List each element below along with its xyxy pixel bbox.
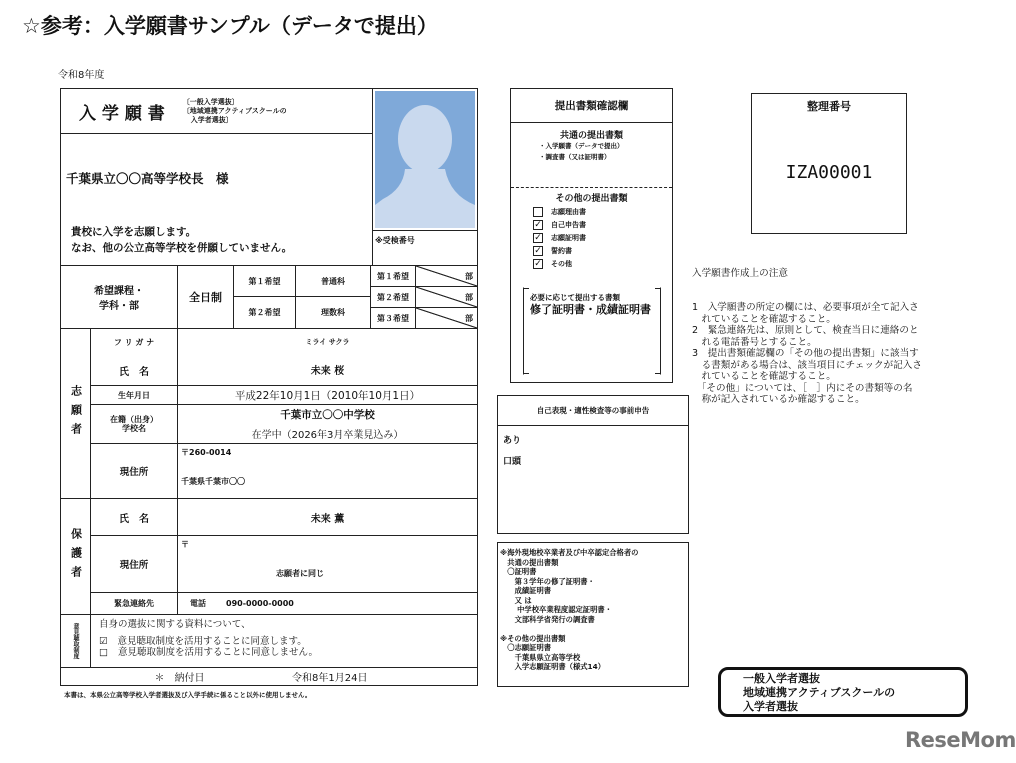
overseas-line: 文部科学省発行の調査書: [500, 614, 595, 624]
furigana-label: フ リ ガ ナ: [113, 337, 155, 347]
hearing-option-disagree[interactable]: [99, 647, 469, 658]
sub-hope-2-label: 第２希望: [370, 286, 416, 308]
reference-number-label: 整理番号: [807, 100, 851, 113]
guardian-section-label: 保護者: [60, 498, 91, 615]
overseas-line: 〇志願証明書: [500, 643, 552, 652]
item-label: 志願証明書: [551, 234, 586, 242]
exam-number-field[interactable]: [372, 230, 478, 266]
guardian-name-value: 未来 薫: [177, 498, 478, 536]
page-title: ☆参考：入学願書サンプル（データで提出）: [22, 14, 438, 38]
overseas-line: 第３学年の修了証明書・: [500, 576, 595, 586]
overseas-line: ※その他の提出書類: [500, 633, 566, 643]
bracket-box: [523, 287, 661, 375]
payment-label: ＊ 納付日: [154, 673, 205, 684]
subtitle-line: 入学者選抜〕: [190, 115, 233, 124]
birth-value: 平成22年10月1日（2010年10月1日）: [177, 385, 478, 405]
selection-line: 地域連携アクティブスクールの: [743, 686, 896, 699]
notes-line: れていることを確認すること。: [692, 313, 836, 325]
common-list: [539, 141, 672, 187]
subtitle-line: 〔地域連携アクティブスクールの: [182, 106, 287, 115]
address: 千葉県千葉市〇〇: [181, 477, 245, 486]
self-expression-box: [497, 395, 689, 534]
addressee-cell: [60, 133, 373, 266]
address-value: [177, 443, 478, 499]
hearing-intro: 自身の選抜に関する資料について、: [99, 619, 251, 630]
notes-line: 1 入学願書の所定の欄には、必要事項が全て記入さ: [692, 302, 919, 313]
notes-line: る書類がある場合は、該当項目にチェックが記入さ: [692, 359, 922, 371]
common-item: ・入学願書（データで提出）: [539, 142, 624, 150]
common-title: 共通の提出書類: [559, 131, 623, 141]
overseas-line: 入学志願証明書（様式14）: [500, 662, 606, 671]
checkbox-checked-icon[interactable]: ✓: [534, 233, 542, 243]
sub-hope-3-label: 第３希望: [370, 307, 416, 329]
hope-label-line: 希望課程・: [94, 286, 144, 297]
selection-line: 入学者選抜: [743, 700, 798, 713]
footnote: 本書は、本県公立高等学校入学者選抜及び入学手続に係ること以外に使用しません。: [64, 691, 312, 699]
hope-1-dept: 普通科: [295, 265, 371, 297]
sub-hope-1-field[interactable]: [415, 265, 478, 287]
overseas-line: 〇証明書: [500, 567, 537, 576]
addressee: 千葉県立〇〇高等学校長 様: [66, 171, 229, 186]
guardian-postal: 〒: [181, 540, 189, 549]
document-check-box: [510, 88, 673, 383]
hearing-cell: [90, 614, 478, 668]
common-item: ・調査書（又は証明書）: [539, 153, 611, 161]
checkbox-checked-icon[interactable]: ☑: [99, 636, 108, 647]
reference-number-box: [751, 93, 907, 234]
school-status: 在学中（2026年3月卒業見込み）: [251, 430, 404, 441]
sub-hope-1-label: 第１希望: [370, 265, 416, 287]
self-expression-line: 口頭: [503, 457, 522, 467]
address-label: 現住所: [90, 443, 178, 499]
item-label: その他: [551, 260, 572, 268]
overseas-line: 成績証明書: [500, 586, 552, 595]
item-label: 志願理由書: [551, 208, 586, 216]
resemom-logo: ReseMom: [905, 728, 1016, 752]
form-title-cell: [60, 88, 373, 134]
form-title: 入 学 願 書: [79, 103, 165, 124]
fiscal-year: 令和8年度: [58, 70, 105, 81]
overseas-line: 又 は: [500, 595, 532, 605]
option-text: 意見聴取制度を活用することに同意しません。: [117, 647, 319, 658]
bracket-label: 必要に応じて提出する書類: [530, 293, 620, 302]
school-value: [177, 404, 478, 444]
checkbox-icon[interactable]: [533, 207, 543, 217]
item-label: 誓約書: [551, 247, 572, 255]
check-title: 提出書類確認欄: [511, 89, 672, 123]
overseas-line: [500, 624, 686, 634]
self-expression-line: あり: [503, 436, 522, 446]
birth-label: 生年月日: [90, 385, 178, 405]
phone-label: 電話: [190, 599, 206, 608]
other-title: その他の提出書類: [555, 194, 628, 204]
overseas-box: [497, 542, 689, 687]
bracket-value: 修了証明書・成績証明書: [530, 303, 651, 316]
other-item[interactable]: [533, 207, 672, 217]
selection-line: 一般入学者選抜: [743, 672, 820, 685]
selection-type-box: [718, 667, 968, 717]
school-label: [90, 404, 178, 444]
dashed-divider: [511, 187, 672, 188]
notes-title: 入学願書作成上の注意: [692, 268, 788, 279]
postal-code: 〒260-0014: [181, 448, 232, 457]
statement-line: なお、他の公立高等学校を併願していません。: [71, 242, 293, 254]
hope-label-line: 学科・部: [99, 301, 139, 312]
sub-hope-2-field[interactable]: [415, 286, 478, 308]
notes-line: れていることを確認すること。: [692, 371, 836, 382]
name-value: 未来 桜: [310, 366, 345, 378]
other-item[interactable]: [533, 220, 672, 230]
self-expression-title: 自己表現・適性検査等の事前申告: [498, 396, 688, 426]
overseas-line: 中学校卒業程度認定証明書・: [500, 605, 612, 614]
notes-line: れる電話番号とすること。: [692, 336, 817, 348]
school-label-line: 学校名: [122, 424, 146, 433]
notes-line: 2 緊急連絡先は、原則として、検査当日に連絡のと: [692, 325, 919, 336]
hope-label: [60, 265, 178, 329]
other-item[interactable]: [533, 259, 672, 269]
bu-label: 部: [465, 271, 473, 281]
other-item[interactable]: [533, 233, 672, 243]
emergency-value: [177, 592, 478, 615]
notes-line: 3 提出書類確認欄の「その他の提出書類」に該当す: [692, 348, 919, 359]
overseas-line: 共通の提出書類: [500, 557, 559, 567]
hearing-option-agree[interactable]: [99, 636, 469, 647]
guardian-address-label: 現住所: [90, 535, 178, 593]
course: 全日制: [177, 265, 234, 329]
furigana-value: ミライ サクラ: [305, 337, 350, 346]
overseas-line: 千葉県県立高等学校: [500, 652, 581, 662]
hope-2-label: 第２希望: [233, 296, 296, 329]
bu-label: 部: [465, 313, 473, 323]
option-text: 意見聴取制度を活用することに同意します。: [117, 636, 307, 647]
name-value-cell: [177, 328, 478, 386]
school-name: 千葉市立〇〇中学校: [280, 409, 375, 421]
bu-label: 部: [465, 292, 473, 302]
payment-date: 令和8年1月24日: [292, 673, 368, 684]
notes-line: 「その他」については、［ ］内にその書類等の名: [692, 382, 913, 394]
sub-hope-3-field[interactable]: [415, 307, 478, 329]
payment-row: [60, 667, 478, 686]
guardian-name-label: 氏 名: [90, 498, 178, 536]
statement-line: 貴校に入学を志願します。: [71, 226, 197, 238]
subtitle-line: 〔一般入学選抜〕: [182, 97, 239, 106]
other-item[interactable]: [533, 246, 672, 256]
statement: [71, 224, 292, 256]
name-label: 氏 名: [119, 366, 149, 378]
checkbox-empty-icon[interactable]: □: [99, 647, 108, 658]
checkbox-checked-icon[interactable]: ✓: [534, 259, 542, 269]
hope-1-label: 第１希望: [233, 265, 296, 297]
phone-value: 090-0000-0000: [226, 599, 294, 608]
overseas-line: ※海外現地校卒業者及び中卒認定合格者の: [500, 548, 639, 557]
notes: [692, 245, 922, 406]
photo: [372, 88, 478, 231]
school-label-line: 在籍（出身）: [110, 415, 158, 424]
hope-2-dept: 理数科: [295, 296, 371, 329]
form-subtitle: [183, 98, 287, 125]
exam-number-label: ※受検番号: [375, 236, 415, 245]
hearing-label: 意見聴取制度: [60, 614, 91, 668]
applicant-section-label: 志願者: [60, 328, 91, 499]
person-silhouette-icon: [375, 91, 475, 228]
checkbox-checked-icon[interactable]: ✓: [534, 220, 542, 230]
notes-line: 称が記入されているか確認すること。: [692, 394, 865, 405]
reference-number-value: IZA00001: [785, 162, 873, 183]
checkbox-checked-icon[interactable]: ✓: [534, 246, 542, 256]
item-label: 自己申告書: [551, 221, 586, 229]
name-label-cell: [90, 328, 178, 386]
guardian-address: 志願者に同じ: [276, 569, 324, 578]
guardian-address-value: [177, 535, 478, 593]
emergency-label: 緊急連絡先: [90, 592, 178, 615]
